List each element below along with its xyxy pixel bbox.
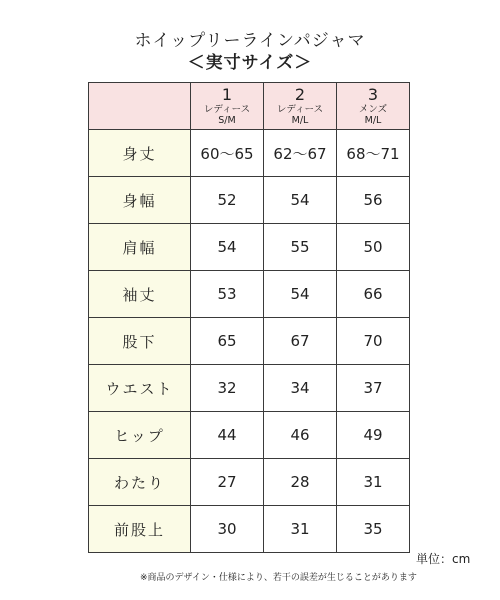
table-cell: 54 [191,224,264,271]
table-cell: 54 [264,177,337,224]
table-cell: 56 [337,177,410,224]
table-cell: 53 [191,271,264,318]
table-row [89,459,410,506]
table-cell: 35 [337,506,410,553]
table-cell: 55 [264,224,337,271]
disclaimer-note: ※商品のデザイン・仕様により、若干の誤差が生じることがあります [140,573,417,583]
size-table [88,82,410,553]
table-cell: 37 [337,365,410,412]
table-cell: 65 [191,318,264,365]
page-title: ホイップリーラインパジャマ [134,31,366,51]
table-row [89,130,410,177]
table-cell: 32 [191,365,264,412]
table-row [89,177,410,224]
table-cell: 28 [264,459,337,506]
row-label: 肩幅 [89,224,191,271]
size-header-2 [264,83,337,130]
table-row [89,224,410,271]
table-row [89,412,410,459]
size-gender: メンズ [358,104,388,115]
table-cell: 46 [264,412,337,459]
row-label: 身幅 [89,177,191,224]
size-range: M/L [291,115,309,126]
table-cell: 49 [337,412,410,459]
table-row [89,271,410,318]
table-cell: 62〜67 [264,130,337,177]
unit-label: 単位：cm [416,552,471,566]
row-label: 身丈 [89,130,191,177]
row-label: ウエスト [89,365,191,412]
table-cell: 67 [264,318,337,365]
table-cell: 30 [191,506,264,553]
size-range: M/L [364,115,382,126]
row-label: 袖丈 [89,271,191,318]
table-cell: 44 [191,412,264,459]
row-label: わたり [89,459,191,506]
table-cell: 54 [264,271,337,318]
size-gender: レディース [276,104,324,115]
page-subtitle: ＜実寸サイズ＞ [187,53,313,73]
table-row [89,365,410,412]
table-cell: 70 [337,318,410,365]
size-number: 3 [367,85,379,104]
size-header-1 [191,83,264,130]
size-range: S/M [218,115,236,126]
table-row [89,318,410,365]
table-cell: 50 [337,224,410,271]
table-cell: 52 [191,177,264,224]
table-cell: 66 [337,271,410,318]
table-cell: 34 [264,365,337,412]
table-header-row [89,83,410,130]
row-label: 股下 [89,318,191,365]
table-cell: 31 [337,459,410,506]
row-label: ヒップ [89,412,191,459]
table-cell: 27 [191,459,264,506]
table-cell: 60〜65 [191,130,264,177]
size-gender: レディース [203,104,251,115]
size-number: 2 [294,85,306,104]
header-corner-cell [89,83,191,130]
size-header-3 [337,83,410,130]
row-label: 前股上 [89,506,191,553]
table-row [89,506,410,553]
table-cell: 31 [264,506,337,553]
size-number: 1 [221,85,233,104]
table-cell: 68〜71 [337,130,410,177]
